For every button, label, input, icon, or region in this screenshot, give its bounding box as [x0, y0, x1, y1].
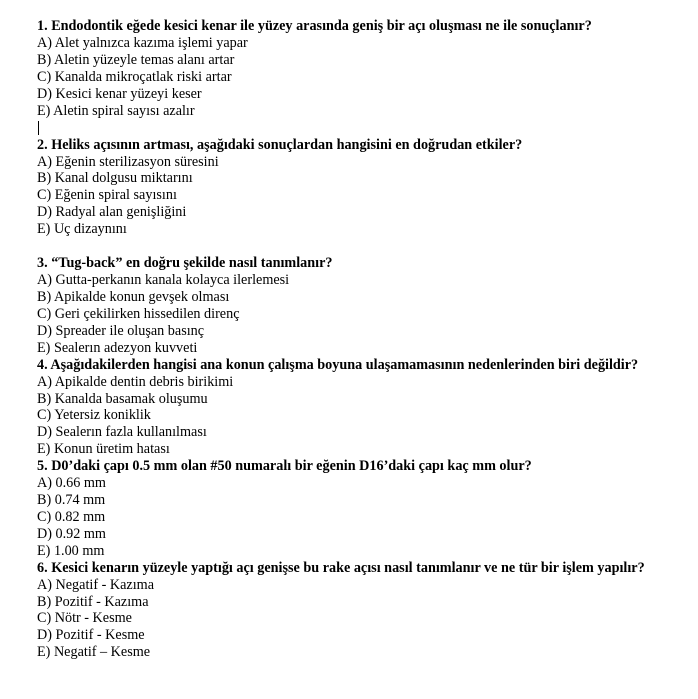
option-d: D) Spreader ile oluşan basınç — [37, 322, 205, 339]
question-4 — [37, 357, 677, 459]
option-d: D) Kesici kenar yüzeyi keser — [37, 85, 202, 102]
option-e: E) Aletin spiral sayısı azalır — [37, 102, 195, 119]
option-e: E) 1.00 mm — [37, 542, 105, 559]
document-page — [37, 18, 677, 661]
option-e: E) Uç dizaynını — [37, 221, 127, 238]
question-3 — [37, 255, 677, 357]
option-e: E) Sealerın adezyon kuvveti — [37, 339, 198, 356]
option-d: D) 0.92 mm — [37, 525, 106, 542]
option-a: A) Negatif - Kazıma — [37, 576, 154, 593]
question-1 — [37, 18, 677, 120]
option-a: A) Apikalde dentin debris birikimi — [37, 373, 234, 390]
option-c: C) Eğenin spiral sayısını — [37, 187, 177, 204]
option-a: A) Alet yalnızca kazıma işlemi yapar — [37, 35, 248, 51]
option-d: D) Radyal alan genişliğini — [37, 204, 187, 221]
question-text: 1. Endodontik eğede kesici kenar ile yüzey arasında geniş bir açı oluşması ne ile sonuçlanır? — [37, 18, 592, 34]
option-a: A) Gutta-perkanın kanala kolayca ilerlemesi — [37, 272, 290, 289]
option-e: E) Konun üretim hatası — [37, 441, 170, 458]
option-b: B) Kanalda basamak oluşumu — [37, 390, 208, 407]
option-b: B) Aletin yüzeyle temas alanı artar — [37, 51, 235, 68]
question-text: 5. D0’daki çapı 0.5 mm olan #50 numaralı bir eğenin D16’daki çapı kaç mm olur? — [37, 458, 532, 475]
option-a: A) 0.66 mm — [37, 475, 106, 492]
option-e: E) Negatif – Kesme — [37, 644, 151, 661]
option-a: A) Eğenin sterilizasyon süresini — [37, 153, 219, 170]
text-cursor[interactable] — [38, 121, 39, 135]
option-b: B) Kanal dolgusu miktarını — [37, 170, 193, 187]
option-c: C) Geri çekilirken hissedilen direnç — [37, 305, 240, 322]
question-text: 3. “Tug-back” en doğru şekilde nasıl tanımlanır? — [37, 255, 333, 272]
option-c: C) Yetersiz koniklik — [37, 407, 151, 424]
option-d: D) Pozitif - Kesme — [37, 627, 145, 644]
question-text: 4. Aşağıdakilerden hangisi ana konun çalışma boyuna ulaşamamasının nedenlerinden biri değildir? — [37, 356, 639, 373]
question-5 — [37, 458, 677, 560]
option-b: B) Apikalde konun gevşek olması — [37, 288, 230, 305]
question-6 — [37, 560, 677, 662]
option-c: C) Kanalda mikroçatlak riski artar — [37, 68, 232, 85]
question-text: 6. Kesici kenarın yüzeyle yaptığı açı genişse bu rake açısı nasıl tanımlanır ve ne tür bir işlem yapılır? — [37, 559, 645, 576]
question-text: 2. Heliks açısının artması, aşağıdaki sonuçlardan hangisini en doğrudan etkiler? — [37, 136, 523, 153]
blank-line — [37, 238, 677, 255]
option-c: C) 0.82 mm — [37, 508, 106, 525]
option-b: B) 0.74 mm — [37, 492, 106, 509]
question-2 — [37, 137, 677, 239]
option-b: B) Pozitif - Kazıma — [37, 593, 149, 610]
option-c: C) Nötr - Kesme — [37, 610, 132, 627]
option-d: D) Sealerın fazla kullanılması — [37, 424, 207, 441]
